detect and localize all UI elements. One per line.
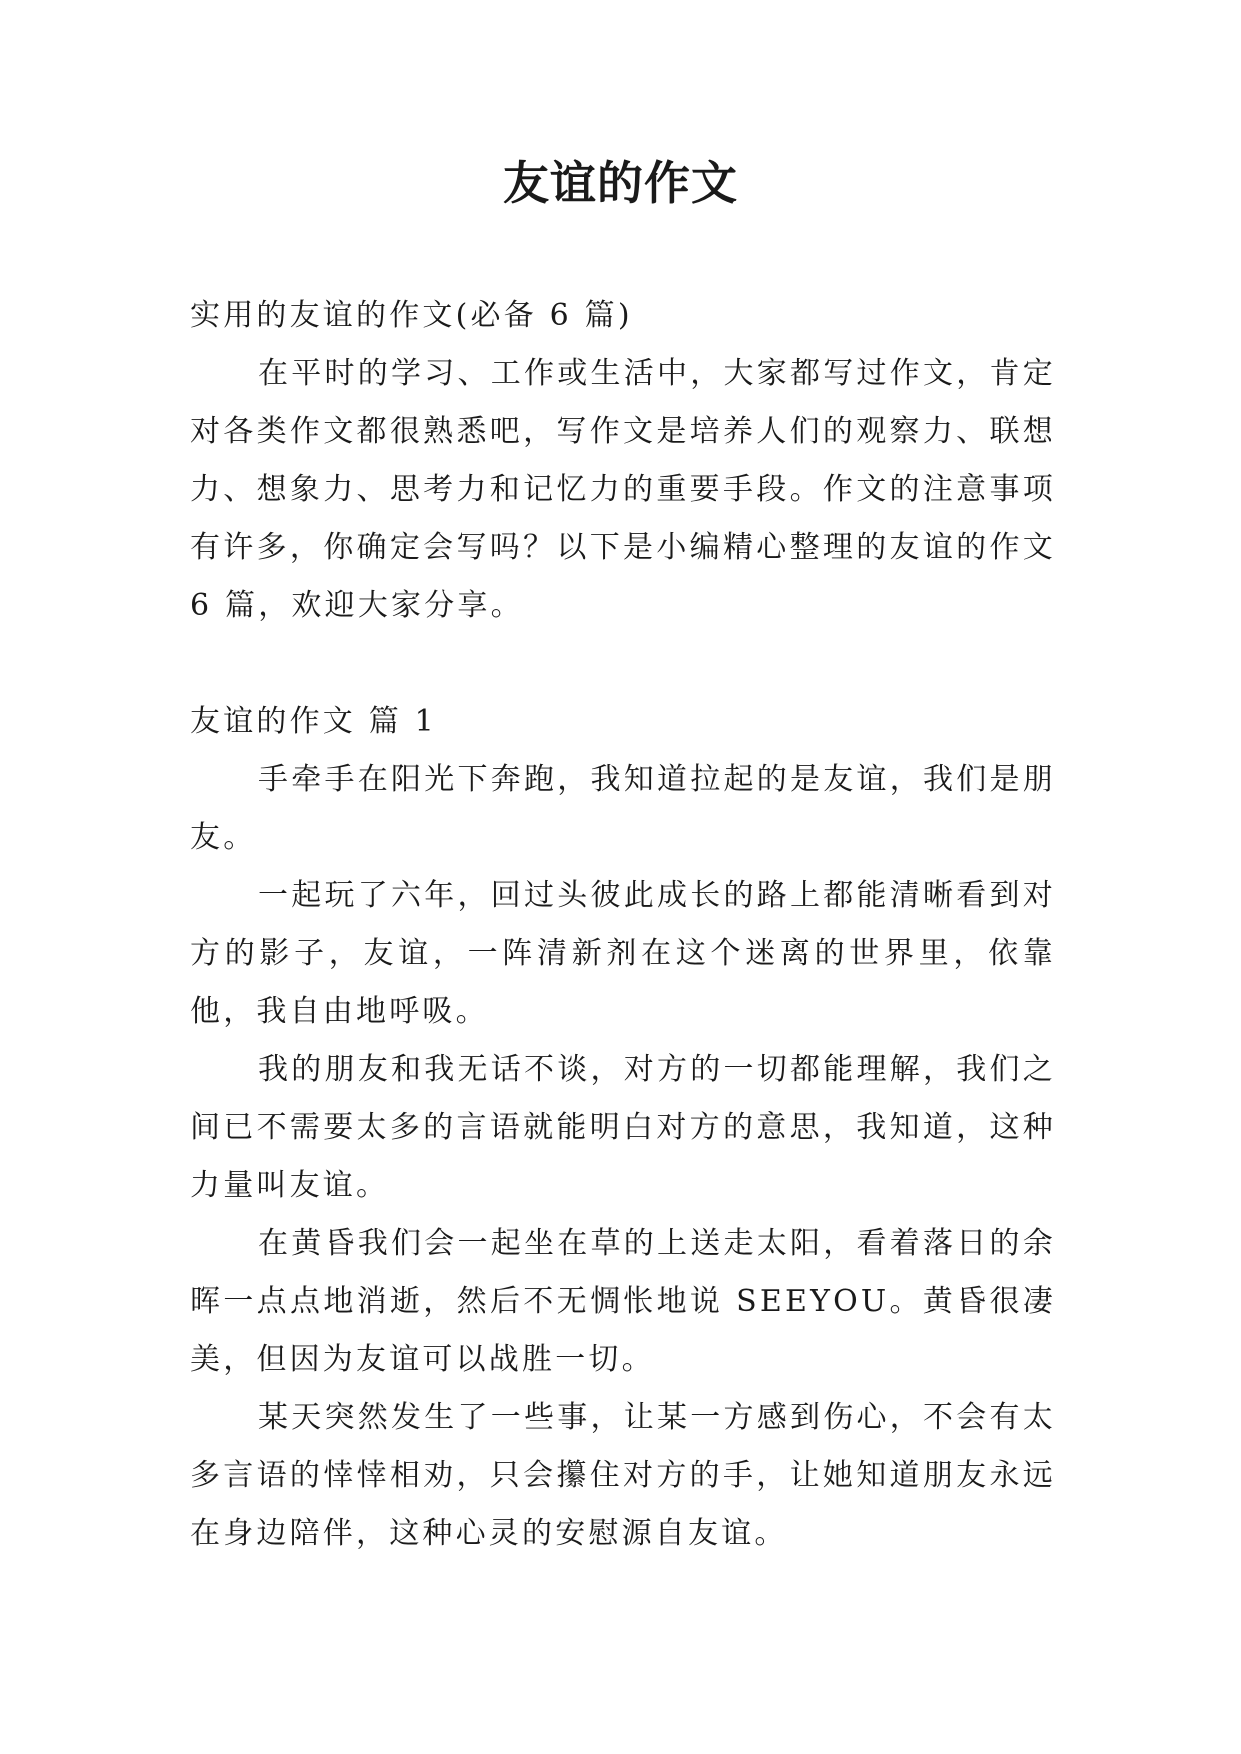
- body-paragraph: 一起玩了六年，回过头彼此成长的路上都能清晰看到对方的影子，友谊，一阵清新剂在这个迷离的世界里，依靠他，我自由地呼吸。: [190, 878, 1056, 1029]
- section-heading: 友谊的作文 篇 1: [190, 704, 437, 739]
- intro-paragraph: 在平时的学习、工作或生活中，大家都写过作文，肯定对各类作文都很熟悉吧，写作文是培养人们的观察力、联想力、想象力、思考力和记忆力的重要手段。作文的注意事项有许多，你确定会写吗？以下是小编精心整理的友谊的作文 6 篇，欢迎大家分享。: [190, 356, 1056, 623]
- body-paragraph: 手牵手在阳光下奔跑，我知道拉起的是友谊，我们是朋友。: [190, 762, 1056, 855]
- body-paragraph: 某天突然发生了一些事，让某一方感到伤心，不会有太多言语的悻悻相劝，只会攥住对方的手，让她知道朋友永远在身边陪伴，这种心灵的安慰源自友谊。: [190, 1400, 1056, 1551]
- body-paragraph: 在黄昏我们会一起坐在草的上送走太阳，看着落日的余晖一点点地消逝，然后不无惆怅地说 SEEYOU。黄昏很凄美，但因为友谊可以战胜一切。: [190, 1226, 1056, 1377]
- document-body: [190, 287, 1056, 1563]
- document-subtitle: 实用的友谊的作文(必备 6 篇): [190, 298, 633, 333]
- body-paragraph: 我的朋友和我无话不谈，对方的一切都能理解，我们之间已不需要太多的言语就能明白对方的意思，我知道，这种力量叫友谊。: [190, 1052, 1056, 1203]
- document-title: 友谊的作文: [503, 156, 738, 210]
